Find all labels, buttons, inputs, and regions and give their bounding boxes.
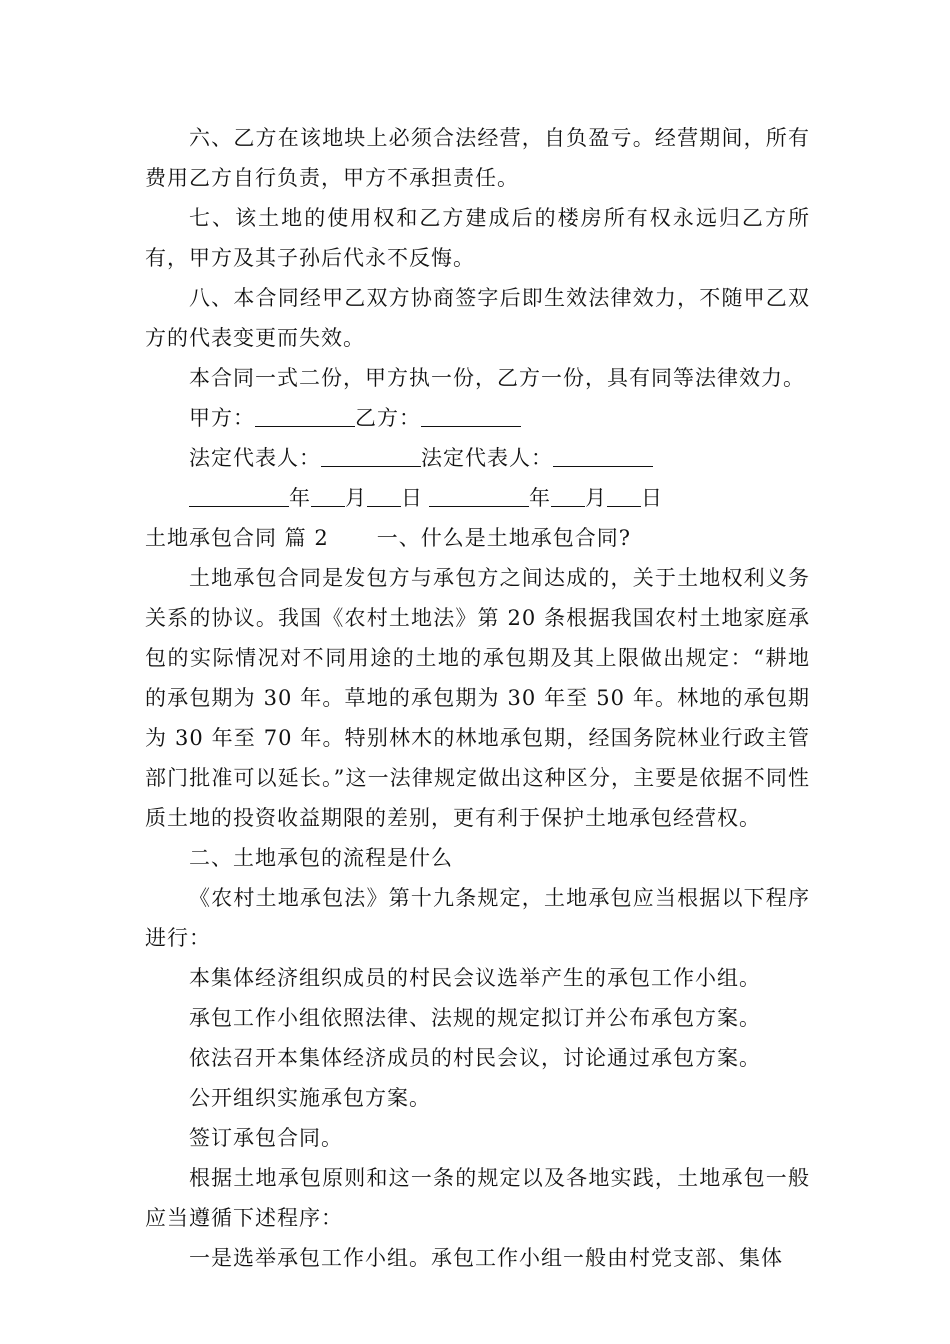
- copies-clause: 本合同一式二份，甲方执一份，乙方一份，具有同等法律效力。: [189, 366, 805, 390]
- question-1: 一、什么是土地承包合同?: [376, 526, 631, 550]
- clause-8: 八、本合同经甲乙双方协商签字后即生效法律效力，不随甲乙双方的代表变更而失效。: [145, 286, 810, 350]
- clause-6: 六、乙方在该地块上必须合法经营，自负盈亏。经营期间，所有费用乙方自行负责，甲方不承担责任。: [145, 126, 810, 190]
- rep-a-blank: [321, 440, 421, 467]
- answer-2-intro: 《农村土地承包法》第十九条规定，土地承包应当根据以下程序进行：: [145, 886, 810, 950]
- rep-b-label: 法定代表人：: [421, 446, 553, 470]
- signature-party-line: [145, 398, 810, 438]
- clause-7: 七、该土地的使用权和乙方建成后的楼房所有权永远归乙方所有，甲方及其子孙后代永不反悔。: [145, 206, 810, 270]
- step-4: 公开组织实施承包方案。: [189, 1086, 431, 1110]
- date-b-month: 月: [585, 486, 607, 510]
- date-a-day-blank: [367, 480, 401, 507]
- party-b-blank: [421, 400, 521, 427]
- step-2: 承包工作小组依照法律、法规的规定拟订并公布承包方案。: [189, 1006, 761, 1030]
- date-b-year-blank: [429, 480, 529, 507]
- date-a-month: 月: [345, 486, 367, 510]
- practice-intro: 根据土地承包原则和这一条的规定以及各地实践，土地承包一般应当遵循下述程序：: [145, 1166, 810, 1230]
- question-2: 二、土地承包的流程是什么: [189, 846, 453, 870]
- date-a-month-blank: [311, 480, 345, 507]
- date-a-day: 日: [401, 486, 423, 510]
- date-a-year-blank: [189, 480, 289, 507]
- rep-b-blank: [553, 440, 653, 467]
- step-3: 依法召开本集体经济成员的村民会议，讨论通过承包方案。: [189, 1046, 761, 1070]
- party-a-blank: [255, 400, 355, 427]
- signature-representative-line: [145, 438, 810, 478]
- date-b-day: 日: [641, 486, 663, 510]
- section-heading-line: [145, 518, 810, 558]
- document-body: [145, 118, 810, 1278]
- signature-date-line: [145, 478, 810, 518]
- date-a-year: 年: [289, 486, 311, 510]
- party-a-label: 甲方：: [189, 406, 255, 430]
- section-heading: 土地承包合同 篇 2: [145, 526, 329, 550]
- rep-a-label: 法定代表人：: [189, 446, 321, 470]
- date-b-year: 年: [529, 486, 551, 510]
- answer-1: 土地承包合同是发包方与承包方之间达成的，关于土地权利义务关系的协议。我国《农村土地法》第 20 条根据我国农村土地家庭承包的实际情况对不同用途的土地的承包期及其上限做出规定：“耕地的承包期为 30 年。草地的承包期为 30 年至 50 年。林地的承包期为 30 年至 70 年。特别林木的林地承包期，经国务院林业行政主管部门批准可以延长。”这一法律规定做出这种区分，主要是依据不同性质土地的投资收益期限的差别，更有利于保护土地承包经营权。: [145, 566, 810, 830]
- date-b-month-blank: [551, 480, 585, 507]
- step-1: 本集体经济组织成员的村民会议选举产生的承包工作小组。: [189, 966, 761, 990]
- party-b-label: 乙方：: [355, 406, 421, 430]
- practice-step-1: 一是选举承包工作小组。承包工作小组一般由村党支部、集体: [189, 1246, 783, 1270]
- step-5: 签订承包合同。: [189, 1126, 343, 1150]
- date-b-day-blank: [607, 480, 641, 507]
